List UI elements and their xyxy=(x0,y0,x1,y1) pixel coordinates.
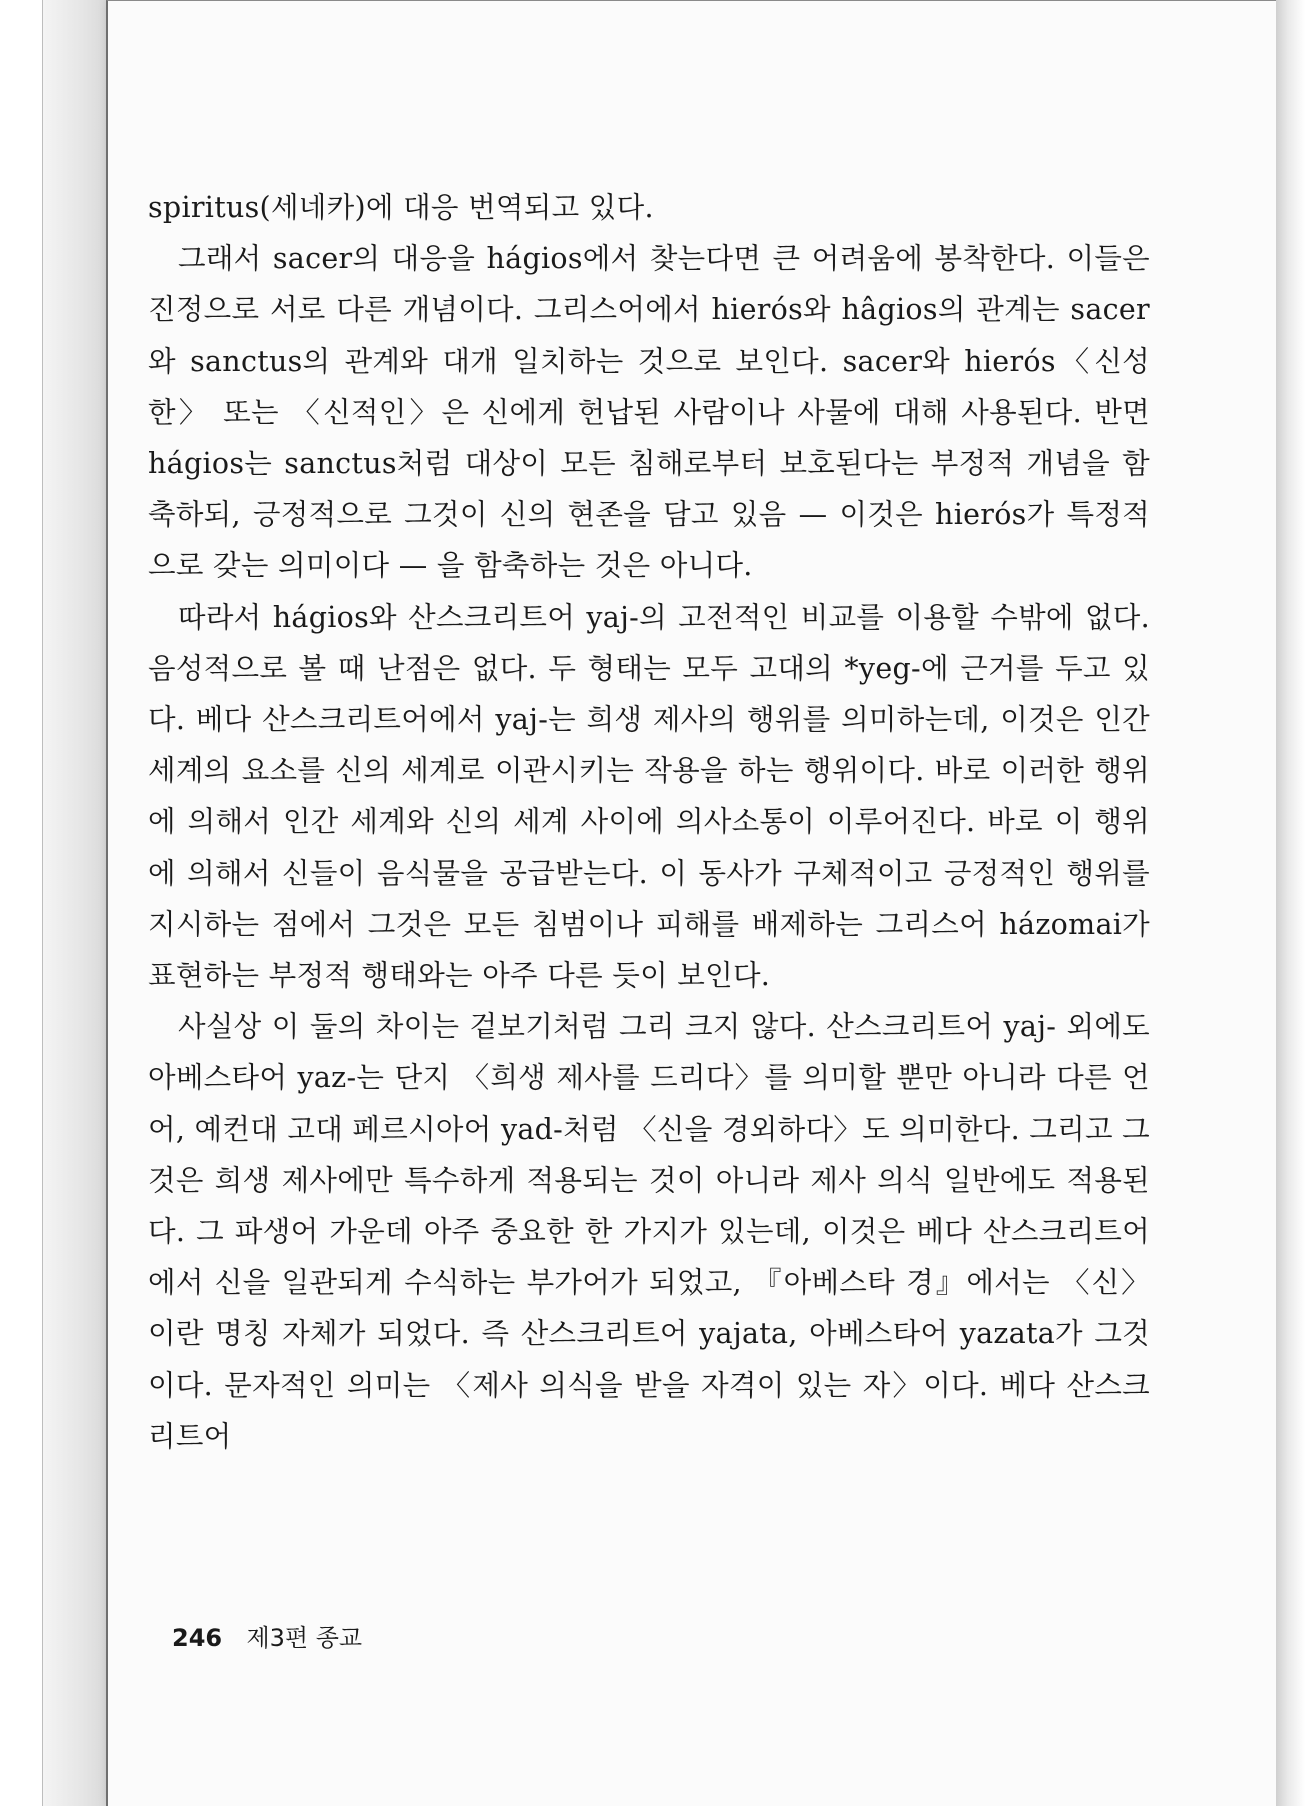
book-spine xyxy=(42,0,107,1806)
paragraph: 사실상 이 둘의 차이는 겉보기처럼 그리 크지 않다. 산스크리트어 yaj- 외에도 아베스타어 yaz-는 단지 〈희생 제사를 드리다〉를 의미할 뿐만 아니라 다른 언어, 예컨대 고대 페르시아어 yad-처럼 〈신을 경외하다〉도 의미한다. 그리고 그것은 희생 제사에만 특수하게 적용되는 것이 아니라 제사 의식 일반에도 적용된다. 그 파생어 가운데 아주 중요한 한 가지가 있는데, 이것은 베다 산스크리트어에서 신을 일관되게 수식하는 부가어가 되었고, 『아베스타 경』에서는 〈신〉이란 명칭 자체가 되었다. 즉 산스크리트어 yajata, 아베스타어 yazata가 그것이다. 문자적인 의미는 〈제사 의식을 받을 자격이 있는 자〉이다. 베다 산스크리트어 xyxy=(148,1010,1150,1453)
page-edge xyxy=(1276,0,1305,1806)
body-text xyxy=(148,182,1150,1462)
page-number: 246 xyxy=(172,1624,223,1652)
paragraph: 그래서 sacer의 대응을 hágios에서 찾는다면 큰 어려움에 봉착한다. 이들은 진정으로 서로 다른 개념이다. 그리스어에서 hierós와 hâgios의 관계는 sacer와 sanctus의 관계와 대개 일치하는 것으로 보인다. sacer와 hierós〈신성한〉 또는 〈신적인〉은 신에게 헌납된 사람이나 사물에 대해 사용된다. 반면 hágios는 sanctus처럼 대상이 모든 침해로부터 보호된다는 부정적 개념을 함축하되, 긍정적으로 그것이 신의 현존을 담고 있음 — 이것은 hierós가 특정적으로 갖는 의미이다 — 을 함축하는 것은 아니다. xyxy=(148,242,1150,583)
chapter-title: 제3편 종교 xyxy=(246,1624,363,1652)
paragraph: 따라서 hágios와 산스크리트어 yaj-의 고전적인 비교를 이용할 수밖에 없다. 음성적으로 볼 때 난점은 없다. 두 형태는 모두 고대의 *yeg-에 근거를 두고 있다. 베다 산스크리트어에서 yaj-는 희생 제사의 행위를 의미하는데, 이것은 인간 세계의 요소를 신의 세계로 이관시키는 작용을 하는 행위이다. 바로 이러한 행위에 의해서 인간 세계와 신의 세계 사이에 의사소통이 이루어진다. 바로 이 행위에 의해서 신들이 음식물을 공급받는다. 이 동사가 구체적이고 긍정적인 행위를 지시하는 점에서 그것은 모든 침범이나 피해를 배제하는 그리스어 házomai가 표현하는 부정적 행태와는 아주 다른 듯이 보인다. xyxy=(148,600,1150,993)
page-footer xyxy=(172,1618,378,1653)
paragraph: spiritus(세네카)에 대응 번역되고 있다. xyxy=(148,191,654,224)
